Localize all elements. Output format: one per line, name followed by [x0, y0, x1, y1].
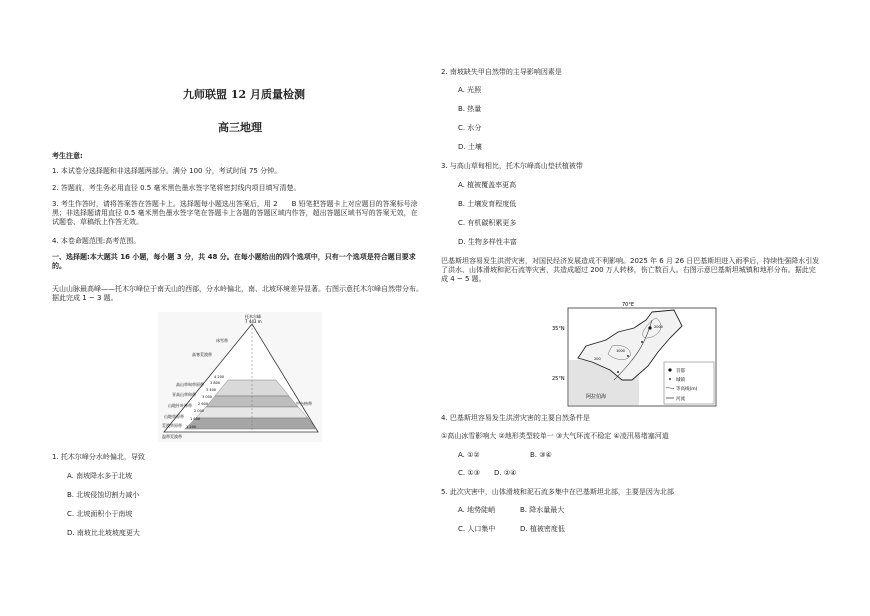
q1-option-a: A. 南坡降水多于北坡	[67, 472, 133, 480]
zone-label: 亚高山草甸带	[172, 392, 196, 397]
legend-item: 河流	[676, 397, 685, 402]
q2-option-c: C. 水分	[458, 124, 482, 132]
town-marker	[627, 355, 629, 357]
passage-2: 巴基斯坦容易发生洪涝灾害，对国民经济发展造成不利影响。2025 年 6 月 26 日巴基斯坦进入雨季后，持续性强降水引发了洪水、山体滑坡和泥石流等灾害，共造成超过 200 万人转移，伤亡数百人。右图示意巴基斯坦城镇和地形分布。据此完成 4 ~ 5 题。	[441, 257, 820, 283]
town-marker	[641, 341, 643, 343]
q4-option-a: A. ①②	[458, 451, 480, 459]
notice-item: 2. 答题前，考生务必用直径 0.5 毫米黑色墨水签字笔将密封线内项目填写清楚。	[52, 184, 301, 192]
q5-option-b: B. 降水量最大	[520, 506, 565, 514]
zone-label: 山地草原带	[164, 414, 184, 419]
q1-option-b: B. 北坡侵蚀切割力减小	[67, 491, 140, 499]
q4-option-b: B. ③④	[530, 451, 552, 459]
notice-item: 3. 考生作答时，请将答案答在答题卡上。选择题每小题选出答案后，用 2 B 铅笔把答题卡上对应题目的答案标号涂黑；非选择题请用直径 0.5 毫米黑色墨水签字笔在答题卡上各题的答题区域内作答，超出答题区域书写的答案无效，在试题卷、草稿纸上作答无效。	[52, 200, 418, 226]
mountain-zone-figure	[158, 312, 322, 442]
legend-capital-symbol	[668, 368, 671, 371]
q3-option-a: A. 植被覆盖率更高	[458, 181, 517, 189]
q5-stem: 5. 此次灾害中，山体滑坡和泥石流多集中在巴基斯坦北部，主要是因为北部	[441, 488, 674, 496]
town-marker	[617, 371, 619, 373]
contour-label: 1000	[616, 349, 625, 353]
q5-option-a: A. 地势陡峭	[458, 506, 496, 514]
elevation-label: 2 000	[194, 409, 205, 413]
q1-option-c: C. 北坡面积小于南坡	[67, 510, 133, 518]
q2-option-a: A. 光照	[458, 86, 482, 94]
contour-label: 200	[594, 357, 601, 361]
legend-item: 首都	[676, 369, 685, 374]
q3-option-c: C. 有机碳积累更多	[458, 219, 517, 227]
q1-stem: 1. 托木尔峰分水岭偏北，导致	[52, 453, 145, 461]
q1-option-d: D. 南坡比北坡坡度更大	[67, 529, 140, 537]
legend-item: 城镇	[676, 378, 685, 383]
q4-stem: 4. 巴基斯坦容易发生洪涝灾害的主要自然条件是	[441, 414, 590, 422]
zone-label: 高山草甸草原带	[176, 382, 204, 387]
sea-label: 阿拉伯海	[586, 394, 607, 400]
elevation-label: 4 200	[214, 375, 225, 379]
latitude-bottom-label: 25°N	[552, 376, 565, 382]
q3-stem: 3. 与高山草甸相比，托木尔峰高山垫状植被带	[441, 162, 583, 170]
q5-option-d: D. 植被密度低	[520, 525, 565, 533]
q4-conditions: ①高山冰雪影响大 ②地形类型较单一 ③大气环流不稳定 ④凌汛易堵塞河道	[441, 432, 669, 440]
capital-marker	[648, 326, 651, 329]
q4-option-d: D. ②④	[494, 469, 517, 477]
contour-label: 2000	[654, 325, 663, 329]
notice-heading: 考生注意:	[52, 152, 83, 160]
elevation-label: 3 800	[210, 381, 221, 385]
latitude-top-label: 35°N	[552, 326, 565, 332]
legend-town-symbol	[669, 378, 671, 380]
notice-item: 1. 本试卷分选择题和非选择题两部分。满分 100 分，考试时间 75 分钟。	[52, 167, 282, 175]
zone-label: 山地针叶林带	[168, 403, 192, 408]
exam-subject: 高三地理	[218, 121, 262, 134]
elevation-label: 1 600	[190, 417, 201, 421]
elevation-label: 3 000	[202, 395, 213, 399]
longitude-label: 70°E	[622, 302, 635, 308]
pakistan-map	[552, 300, 718, 408]
zone-label: 托木尔峰	[245, 314, 261, 319]
section-heading: 一、选择题:本大题共 16 小题，每小题 3 分，共 48 分。在每小题给出的四个选项中，只有一个选项是符合题目要求的。	[52, 253, 416, 270]
q3-option-d: D. 生物多样性丰富	[458, 238, 517, 246]
q4-option-c: C. ①③	[458, 469, 480, 477]
zone-label: 高寒荒漠带	[192, 352, 212, 357]
elevation-label: 2 600	[198, 402, 209, 406]
zone-label: 温带荒漠带	[162, 434, 182, 439]
elevation-label: 3 400	[206, 388, 217, 392]
elevation-label: 1 200	[186, 425, 197, 429]
notice-item: 4. 本卷命题范围:高考范围。	[52, 237, 141, 245]
zone-label: 荒漠草原带	[162, 423, 182, 428]
q3-option-b: B. 土壤发育程度低	[458, 200, 517, 208]
passage-1: 天山山脉最高峰——托木尔峰位于南天山的西部，分水岭偏北，南、北坡环境差异显著。右图示意托木尔峰自然带分布。据此完成 1 ~ 3 题。	[52, 285, 423, 302]
zone-label: 甲台格带	[296, 401, 312, 406]
q2-option-d: D. 土壤	[458, 143, 482, 151]
zone-label: 7 443 m	[245, 319, 262, 324]
q2-option-b: B. 热量	[458, 105, 482, 113]
exam-title: 九师联盟 12 月质量检测	[183, 88, 305, 101]
q5-option-c: C. 人口集中	[458, 525, 496, 533]
legend-item: 等高线(m)	[676, 387, 698, 392]
q2-stem: 2. 南坡缺失甲自然带的主导影响因素是	[441, 68, 562, 76]
zone-label: 冰雪带	[216, 338, 228, 343]
